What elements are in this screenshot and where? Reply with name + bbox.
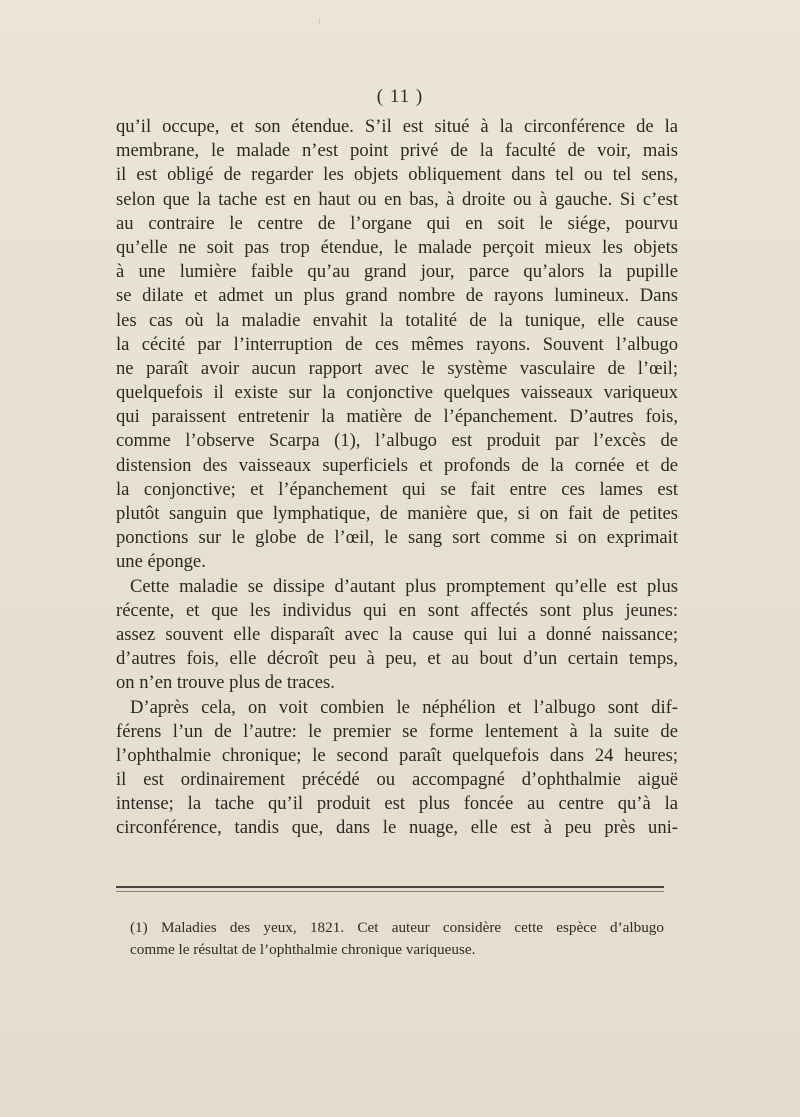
text-line: quelquefois il existe sur la conjonctive quelques vaisseaux variqueux [116, 382, 678, 404]
text-line: récente, et que les individus qui en sont affectés sont plus jeunes: [116, 599, 678, 621]
text-line: férens l’un de l’autre: le premier se forme lentement à la suite de [116, 720, 678, 742]
text-line: distension des vaisseaux superficiels et profonds de la cornée et de [116, 454, 678, 476]
text-line: l’ophthalmie chronique; le second paraît quelquefois dans 24 heures; [116, 744, 678, 766]
footnote-separator-rule-thin [116, 891, 664, 892]
footnote-line: (1) Maladies des yeux, 1821. Cet auteur considère cette espèce d’albugo [130, 919, 664, 936]
text-line: la cécité par l’interruption de ces mêmes rayons. Souvent l’albugo [116, 333, 678, 355]
text-line: intense; la tache qu’il produit est plus foncée au centre qu’à la [116, 793, 678, 815]
body-text [116, 115, 678, 841]
text-line: une éponge. [116, 551, 206, 573]
text-line: il est obligé de regarder les objets obliquement dans tel ou tel sens, [116, 164, 678, 186]
text-line: à une lumière faible qu’au grand jour, parce qu’alors la pupille [116, 261, 678, 283]
text-line: Cette maladie se dissipe d’autant plus promptement qu’elle est plus [130, 575, 678, 597]
text-line: D’après cela, on voit combien le néphélion et l’albugo sont dif- [130, 696, 678, 718]
text-line: au contraire le centre de l’organe qui en soit le siége, pourvu [116, 212, 678, 234]
text-line: plutôt sanguin que lymphatique, de manière que, si on fait de petites [116, 503, 678, 524]
footnote [130, 917, 664, 961]
text-line: qu’il occupe, et son étendue. S’il est situé à la circonférence de la [116, 116, 678, 137]
text-line: se dilate et admet un plus grand nombre de rayons lumineux. Dans [116, 285, 678, 307]
text-line: comme l’observe Scarpa (1), l’albugo est produit par l’excès de [116, 430, 678, 452]
text-line: les cas où la maladie envahit la totalité de la tunique, elle cause [116, 309, 678, 331]
text-line: il est ordinairement précédé ou accompagné d’ophthalmie aiguë [116, 769, 678, 791]
text-line: la conjonctive; et l’épanchement qui se fait entre ces lames est [116, 478, 678, 500]
page-edge-mark [319, 18, 320, 24]
text-line: ne paraît avoir aucun rapport avec le système vasculaire de l’œil; [116, 357, 678, 379]
page-number: ( 11 ) [376, 86, 424, 107]
footnote-line: comme le résultat de l’ophthalmie chronique variqueuse. [130, 941, 476, 958]
text-line: on n’en trouve plus de traces. [116, 672, 335, 694]
text-line: selon que la tache est en haut ou en bas, à droite ou à gauche. Si c’est [116, 188, 678, 210]
text-line: membrane, le malade n’est point privé de la faculté de voir, mais [116, 140, 678, 162]
footnote-separator-rule [116, 886, 664, 888]
text-line: qui paraissent entretenir la matière de l’épanchement. D’autres fois, [116, 406, 678, 428]
text-line: ponctions sur le globe de l’œil, le sang sort comme si on exprimait [116, 527, 678, 549]
text-line: assez souvent elle disparaît avec la cause qui lui a donné naissance; [116, 623, 678, 645]
text-line: circonférence, tandis que, dans le nuage, elle est à peu près uni- [116, 817, 678, 839]
text-line: d’autres fois, elle décroît peu à peu, et au bout d’un certain temps, [116, 648, 678, 670]
text-line: qu’elle ne soit pas trop étendue, le malade perçoit mieux les objets [116, 236, 678, 258]
